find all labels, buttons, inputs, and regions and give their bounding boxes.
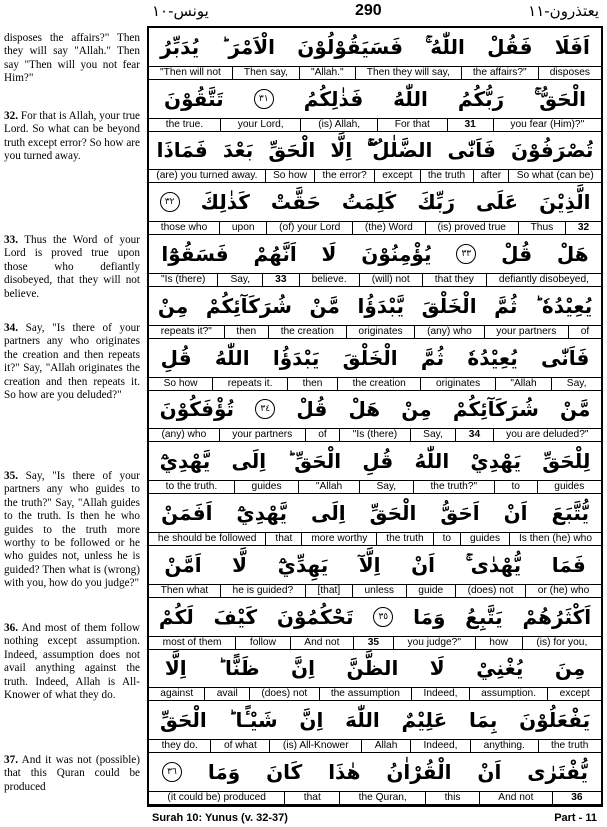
verse-number: 34.	[4, 322, 18, 334]
arabic-word: هٰذَا	[328, 760, 361, 785]
english-gloss: of	[568, 326, 601, 338]
english-gloss: (will) not	[359, 274, 422, 286]
english-gloss: Then they will say,	[355, 67, 461, 79]
arabic-word: اَفَلَا	[554, 34, 590, 59]
english-gloss: you judge?"	[393, 637, 475, 649]
grid-row	[149, 339, 601, 391]
verse-36	[4, 622, 140, 702]
arabic-word: الَّذِيْنَ	[539, 190, 591, 215]
arabic-word: لَا	[429, 656, 445, 681]
english-gloss: more worthy	[301, 533, 376, 545]
english-gloss: this	[425, 792, 479, 804]
arabic-word: يُدَبِّرُ	[160, 34, 200, 59]
english-gloss: to	[494, 481, 537, 493]
arabic-word: اِلَى	[231, 449, 267, 474]
english-gloss: anything.	[470, 740, 537, 752]
english-gloss: repeats it.	[212, 378, 287, 390]
english-gloss: of what	[210, 740, 269, 752]
arabic-line	[149, 80, 601, 118]
english-gloss: So how	[163, 377, 198, 389]
english-gloss-line	[149, 325, 601, 339]
english-gloss: 32	[565, 222, 601, 234]
arabic-word: قُلْ	[501, 242, 533, 267]
verse-number: 33.	[4, 234, 18, 246]
arabic-word: حَقَّتْ	[270, 190, 321, 215]
arabic-word: الْخَلْقَ	[342, 345, 398, 370]
grid-row	[149, 80, 601, 132]
english-gloss: he is guided?	[220, 585, 305, 597]
grid-row	[149, 391, 601, 443]
english-gloss: of	[305, 429, 340, 441]
arabic-word: اللّٰهُ	[214, 345, 250, 370]
english-gloss-line	[149, 377, 601, 391]
arabic-word: فَمَاذَا	[156, 138, 208, 163]
arabic-word: الْحَقِّ ؕ	[287, 449, 342, 474]
arabic-word: لِلْحَقِّ	[542, 449, 591, 474]
verse-end-marker: ٣١	[254, 89, 274, 109]
arabic-word: عَلِيْمٌ	[401, 708, 448, 733]
english-gloss: assumption.	[469, 688, 548, 700]
english-gloss: (is) for you,	[522, 637, 601, 649]
english-gloss: you fear (Him)?"	[493, 119, 601, 131]
arabic-word: اِنَّ	[299, 708, 324, 733]
english-gloss: 36	[552, 792, 601, 804]
english-gloss-line	[149, 584, 601, 598]
english-gloss-line	[149, 221, 601, 235]
arabic-word: كَلِمَتُ	[341, 190, 397, 215]
english-gloss: defiantly disobeyed,	[486, 274, 601, 286]
arabic-word: شَيْـًٔا ؕ	[228, 708, 278, 733]
arabic-word: كَيْفَ	[213, 604, 258, 629]
english-gloss: you are deluded?"	[493, 429, 601, 441]
arabic-line	[149, 598, 601, 636]
arabic-line	[149, 650, 601, 688]
english-gloss: For that	[377, 119, 447, 131]
english-gloss: your Lord,	[220, 119, 300, 131]
english-gloss-line	[149, 532, 601, 546]
verse-number: 36.	[4, 622, 18, 634]
english-gloss: [that]	[305, 585, 352, 597]
english-gloss: guides	[460, 533, 509, 545]
arabic-word: اَحَقُّ	[440, 501, 480, 526]
arabic-word: اللّٰهَ	[345, 708, 380, 733]
arabic-word: كَذٰلِكَ	[200, 190, 250, 215]
english-gloss: "Allah	[495, 378, 551, 390]
verse-number: 37.	[4, 754, 18, 766]
english-gloss: the creation	[268, 326, 346, 338]
english-gloss: then	[287, 378, 337, 390]
english-gloss: Indeed,	[410, 740, 470, 752]
english-gloss: 35	[353, 637, 393, 649]
arabic-word: قُلْ	[296, 397, 328, 422]
surah-title: Surah 10: Yunus (v. 32-37)	[152, 812, 288, 824]
page-footer	[0, 811, 607, 827]
english-gloss: disposes	[538, 67, 601, 79]
arabic-word: الْاَمْرَ ؕ	[221, 34, 275, 59]
arabic-word: تَحْكُمُوْنَ	[276, 604, 354, 629]
english-gloss: unless	[352, 585, 406, 597]
arabic-word: لَا	[321, 242, 337, 267]
english-gloss: Say,	[410, 429, 456, 441]
verse-33	[4, 234, 140, 301]
english-gloss: "Is (there)	[161, 273, 206, 285]
arabic-word: يُغْنِيْ	[476, 656, 524, 681]
word-by-word-grid	[147, 26, 603, 807]
english-gloss: repeats it?"	[160, 325, 212, 337]
arabic-word: يَّهْدِيْٓ	[159, 449, 211, 474]
verse-continuation	[4, 32, 140, 86]
arabic-line	[149, 391, 601, 429]
part-label: Part - 11	[554, 812, 597, 824]
english-gloss: Say,	[217, 274, 262, 286]
arabic-word: يُعِيْدُهٗ ؕ	[534, 293, 593, 318]
arabic-word: اللّٰهُ	[414, 449, 450, 474]
english-gloss: (is) Allah,	[300, 119, 377, 131]
english-gloss: Say,	[551, 378, 601, 390]
arabic-word: تَتَّقُوْنَ	[164, 86, 224, 111]
arabic-word: عَلَى	[475, 190, 519, 215]
english-gloss: (the) Word	[352, 222, 425, 234]
english-gloss: they do.	[161, 740, 198, 752]
arabic-word: الْقُرْاٰنُ	[386, 760, 452, 785]
arabic-word: يَفْعَلُوْنَ	[519, 708, 591, 733]
grid-row	[149, 442, 601, 494]
page-number: 290	[355, 2, 382, 19]
english-gloss: guides	[234, 481, 298, 493]
english-gloss: (any) who	[414, 326, 483, 338]
arabic-word: تُؤْفَكُوْنَ	[159, 397, 235, 422]
english-gloss-line	[149, 480, 601, 494]
arabic-word: فَسَيَقُوْلُوْنَ	[297, 34, 403, 59]
arabic-word: يَبْدَؤُا	[272, 345, 320, 370]
arabic-word: يَّهْدِيْٓ	[236, 501, 288, 526]
verse-end-marker: ٣٤	[255, 399, 275, 419]
english-gloss: that	[284, 792, 339, 804]
verse-text: And most of them follow nothing except assumption. Indeed, assumption does not avail anything against the truth. Indeed, Allah is All-Knower of what they do.	[4, 622, 140, 702]
english-gloss: the true.	[165, 118, 204, 130]
arabic-word: لَّا	[232, 552, 248, 577]
english-gloss: Then say,	[232, 67, 299, 79]
arabic-word: يُّهْدٰى ۚ	[465, 552, 522, 577]
arabic-line	[149, 546, 601, 584]
arabic-word: اَفَمَنْ	[161, 501, 213, 526]
english-gloss: (any) who	[161, 429, 207, 441]
arabic-word: قُلِ	[362, 449, 394, 474]
verse-text: Thus the Word of your Lord is proved true upon those who defiantly disobeyed, that they will not believe.	[4, 234, 140, 300]
english-gloss: then	[224, 326, 268, 338]
arabic-word: هَلْ	[556, 242, 589, 267]
verse-end-marker: ٣٢	[160, 192, 180, 212]
arabic-word: اللّٰهُ	[393, 86, 428, 111]
arabic-word: يَّبْدَؤُا	[357, 293, 404, 318]
arabic-line	[149, 442, 601, 480]
arabic-word: ظَنًّا ؕ	[218, 656, 260, 681]
arabic-word: الْحَقِّ	[268, 138, 316, 163]
english-gloss: Thus	[518, 222, 565, 234]
english-gloss: the truth?"	[413, 481, 494, 493]
arabic-word: مِنْ	[157, 293, 189, 318]
arabic-word: شُرَكَآئِكُمْ	[205, 293, 292, 318]
verse-text: Say, "Is there of your partners any who guides to the truth?" Say, "Allah guides to the truth. Is then he who guides to the truth more worthy to be followed or he who guides not, unless he is guided? Then what is (wrong) with you, how do you judge?"	[4, 470, 141, 590]
grid-row	[149, 132, 601, 184]
english-gloss: 33	[262, 274, 298, 286]
verse-text: For that is Allah, your true Lord. So what can be beyond truth except error? So how are you turned away.	[4, 110, 141, 163]
arabic-line	[149, 753, 601, 791]
verse-32	[4, 110, 140, 164]
grid-row	[149, 28, 601, 80]
english-gloss: except	[547, 688, 601, 700]
arabic-word: مِنْ	[401, 397, 432, 422]
verse-37	[4, 754, 140, 794]
arabic-word: يُّفْتَرٰى	[527, 760, 589, 785]
arabic-word: اَنَّهُمْ	[253, 242, 297, 267]
english-gloss-line	[149, 428, 601, 442]
arabic-word: يَهِدِّيْٓ	[277, 552, 329, 577]
english-gloss: upon	[219, 222, 266, 234]
english-gloss: avail	[204, 688, 249, 700]
arabic-word: الْحَقِّ	[369, 501, 417, 526]
english-gloss: (is) All-Knower	[269, 740, 361, 752]
arabic-word: مَّنْ	[560, 397, 591, 422]
arabic-word: يُعِيْدُهٗ	[467, 345, 518, 370]
arabic-line	[149, 235, 601, 273]
english-gloss: originates	[420, 378, 494, 390]
verse-end-marker: ٣٣	[456, 244, 476, 264]
english-gloss-line	[149, 791, 601, 805]
english-gloss: guide	[406, 585, 455, 597]
verse-number: 32.	[4, 110, 18, 122]
page-header	[0, 0, 607, 24]
verse-34	[4, 322, 140, 402]
english-gloss: follow	[235, 637, 289, 649]
english-gloss: against	[160, 688, 194, 700]
english-gloss: after	[473, 170, 509, 182]
arabic-word: هَلْ	[348, 397, 381, 422]
arabic-word: قُلِ	[160, 345, 192, 370]
arabic-word: اللّٰهُ ۚ	[425, 34, 465, 59]
arabic-line	[149, 183, 601, 221]
english-gloss-line	[149, 118, 601, 132]
verse-35	[4, 470, 140, 591]
english-gloss: "Allah	[298, 481, 359, 493]
english-gloss: believe.	[299, 274, 359, 286]
english-gloss: your partners	[484, 326, 569, 338]
arabic-word: يُّتَّبَعَ	[551, 501, 590, 526]
english-gloss: most of them	[162, 636, 222, 648]
arabic-word: رَبُّكُمُ	[457, 86, 505, 111]
arabic-word: ثُمَّ	[420, 345, 445, 370]
english-gloss: or (he) who	[525, 585, 601, 597]
english-gloss: And not	[290, 637, 353, 649]
arabic-word: يَتَّبِعُ	[465, 604, 503, 629]
english-gloss-line	[149, 687, 601, 701]
english-gloss: to the truth.	[165, 481, 218, 493]
english-gloss: Say,	[359, 481, 413, 493]
translation-column	[4, 30, 142, 810]
arabic-word: فَاَنّٰى	[447, 138, 496, 163]
arabic-word: الضَّلٰلُ ۖۚ	[367, 138, 433, 163]
english-gloss: (it could be) produced	[167, 791, 266, 803]
arabic-word: يُؤْمِنُوْنَ	[361, 242, 432, 267]
arabic-word: اَكْثَرُهُمْ	[522, 604, 592, 629]
arabic-word: فَقُلْ	[487, 34, 533, 59]
arabic-word: وَمَا	[207, 760, 241, 785]
english-gloss: that they	[422, 274, 486, 286]
verse-text: disposes the affairs?" Then they will say "Allah." Then say "Then will you not fear Him?"	[4, 32, 140, 85]
english-gloss: Is then (he) who	[509, 533, 601, 545]
english-gloss: except	[374, 170, 420, 182]
english-gloss: (is) proved true	[425, 222, 518, 234]
english-gloss: your partners	[219, 429, 305, 441]
grid-row	[149, 287, 601, 339]
part-ref: يعتذرون-١١	[528, 2, 599, 20]
arabic-word: فَذٰلِكُمُ	[303, 86, 364, 111]
english-gloss: (does) not	[249, 688, 318, 700]
verse-end-marker: ٣٥	[373, 607, 393, 627]
grid-row	[149, 494, 601, 546]
english-gloss: "Allah."	[299, 67, 355, 79]
arabic-word: وَمَا	[413, 604, 446, 629]
english-gloss: (are) you turned away.	[156, 170, 258, 182]
grid-row	[149, 598, 601, 650]
arabic-word: فَسَقُوْٓا	[161, 242, 229, 267]
grid-row	[149, 546, 601, 598]
english-gloss-line	[149, 739, 601, 753]
english-gloss: Indeed,	[411, 688, 469, 700]
english-gloss: he should be followed	[157, 532, 257, 544]
arabic-word: كَانَ	[266, 760, 303, 785]
arabic-word: الْحَقِّ	[159, 708, 207, 733]
english-gloss: (does) not	[455, 585, 525, 597]
english-gloss: "Is (there)	[339, 429, 409, 441]
arabic-line	[149, 132, 601, 170]
arabic-word: اِلَّا	[330, 138, 353, 163]
english-gloss: originates	[346, 326, 415, 338]
arabic-word: رَبِّكَ	[417, 190, 455, 215]
grid-row	[149, 235, 601, 287]
english-gloss: the truth	[538, 740, 602, 752]
arabic-line	[149, 494, 601, 532]
arabic-word: الظَّنَّ	[346, 656, 399, 681]
arabic-line	[149, 701, 601, 739]
verse-text: Say, "Is there of your partners any who originates the creation and then repeats it?" Say, "Allah originates the creation and then repeats it. So how are you deluded?"	[4, 322, 141, 402]
arabic-word: اِلَّا	[164, 656, 187, 681]
verse-number: 35.	[4, 470, 18, 482]
english-gloss: the assumption	[319, 688, 412, 700]
arabic-word: بَعْدَ	[222, 138, 254, 163]
arabic-word: اِلَى	[310, 501, 346, 526]
verse-end-marker: ٣٦	[162, 762, 182, 782]
english-gloss: So how	[265, 170, 315, 182]
arabic-word: ثُمَّ	[494, 293, 518, 318]
arabic-word: الْحَقُّ ۚ	[534, 86, 586, 111]
english-gloss: the error?	[314, 170, 374, 182]
arabic-line	[149, 287, 601, 325]
arabic-word: شُرَكَآئِكُمْ	[452, 397, 539, 422]
grid-row	[149, 701, 601, 753]
english-gloss: 34	[455, 429, 492, 441]
english-gloss: Allah	[361, 740, 410, 752]
arabic-word: الْخَلْقَ	[421, 293, 477, 318]
english-gloss-line	[149, 636, 601, 650]
grid-row	[149, 183, 601, 235]
arabic-word: فَمَا	[551, 552, 586, 577]
arabic-word: مَّنْ	[309, 293, 340, 318]
arabic-word: اِنَّ	[291, 656, 315, 681]
english-gloss: guides	[537, 481, 601, 493]
english-gloss: to	[433, 533, 460, 545]
english-gloss-line	[149, 169, 601, 183]
english-gloss: (of) your Lord	[266, 222, 352, 234]
english-gloss: So what (can be)	[508, 170, 601, 182]
arabic-word: اَنْ	[477, 760, 502, 785]
arabic-line	[149, 28, 601, 66]
arabic-word: اَنْ	[503, 501, 528, 526]
arabic-word: مِنَ	[554, 656, 586, 681]
english-gloss-line	[149, 273, 601, 287]
english-gloss-line	[149, 66, 601, 80]
surah-ref: يونس-١٠	[152, 2, 209, 20]
arabic-word: تُصْرَفُوْنَ	[511, 138, 594, 163]
arabic-word: لَكُمْ	[158, 604, 194, 629]
grid-row	[149, 753, 601, 805]
english-gloss: the truth	[420, 170, 473, 182]
english-gloss: the Quran,	[339, 792, 425, 804]
english-gloss: "Then will not	[160, 66, 221, 78]
english-gloss: the truth	[376, 533, 432, 545]
english-gloss: 31	[447, 119, 493, 131]
english-gloss: the creation	[337, 378, 420, 390]
english-gloss: Then what	[160, 584, 209, 596]
arabic-word: بِمَا	[468, 708, 498, 733]
arabic-word: اَمَّنْ	[164, 552, 202, 577]
english-gloss: And not	[479, 792, 552, 804]
verse-text: And it was not (possible) that this Quran could be produced	[4, 754, 140, 793]
grid-row	[149, 650, 601, 702]
english-gloss: that	[265, 533, 301, 545]
arabic-word: اِلَّآ	[358, 552, 381, 577]
english-gloss: how	[475, 637, 522, 649]
arabic-word: يَهْدِيْ	[470, 449, 522, 474]
arabic-word: اَنْ	[411, 552, 436, 577]
arabic-word: فَاَنّٰى	[541, 345, 590, 370]
english-gloss: the affairs?"	[461, 67, 538, 79]
arabic-line	[149, 339, 601, 377]
english-gloss: those who	[160, 222, 208, 234]
